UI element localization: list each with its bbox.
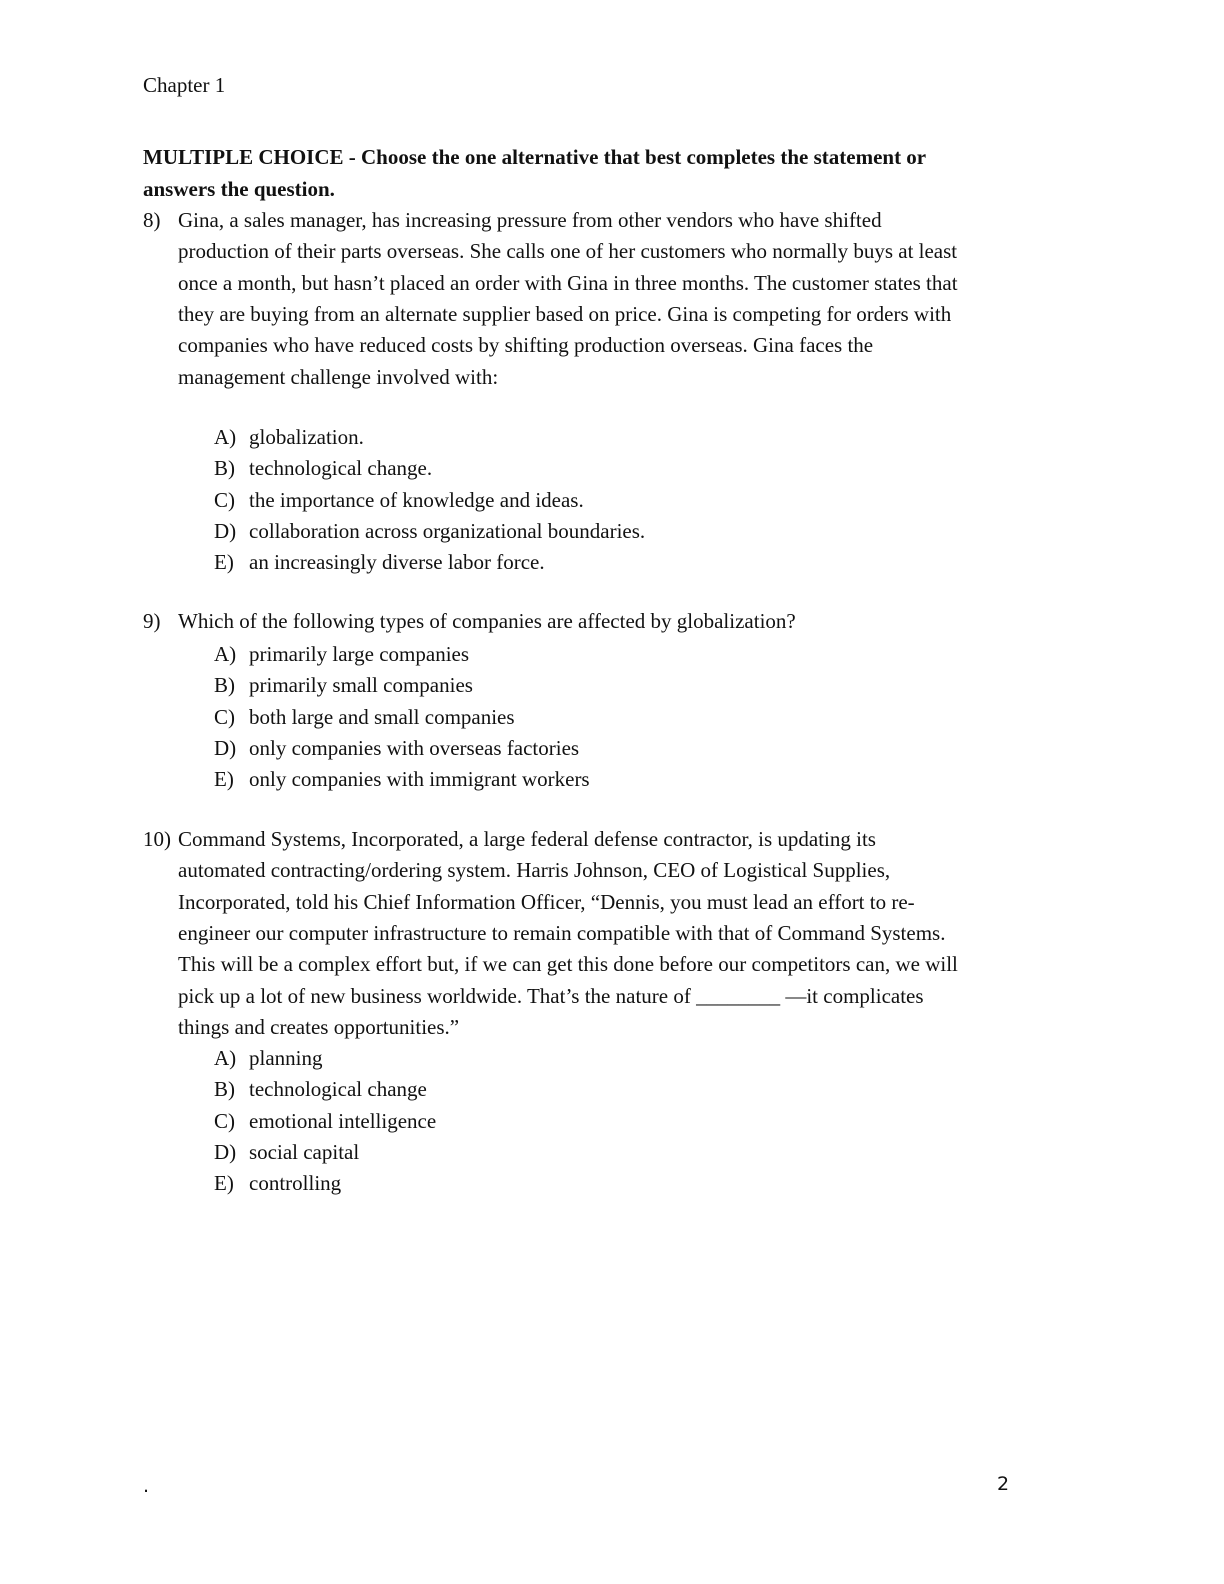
option-letter: A) [214,642,237,666]
question-text: automated contracting/ordering system. Harris Johnson, CEO of Logistical Supplies, [178,858,891,883]
option-text: only companies with immigrant workers [249,767,590,792]
footer-mark: . [143,1475,150,1497]
option-letter: C) [214,487,235,512]
option-text: the importance of knowledge and ideas. [249,487,584,512]
option-text: primarily large companies [249,642,470,666]
option-letter: E) [214,550,234,575]
option-text: both large and small companies [249,704,515,729]
option-text: technological change. [249,456,433,481]
option-text: controlling [249,1171,342,1196]
question-text: once a month, but hasn’t placed an order with Gina in three months. The customer states that [178,270,958,295]
question-text: engineer our computer infrastructure to remain compatible with that of Command Systems. [178,920,946,945]
option-letter: D) [214,518,237,543]
chapter-header: Chapter 1 [143,73,226,97]
option-text: globalization. [249,425,364,449]
question-number: 8) [143,208,161,232]
question-text: Which of the following types of companies are affected by globalization? [178,609,796,633]
question-number: 10) [143,827,171,851]
question-text: Gina, a sales manager, has increasing pressure from other vendors who have shifted [178,208,882,232]
option-text: social capital [249,1139,360,1164]
option-letter: B) [214,1077,235,1102]
question-text: pick up a lot of new business worldwide. That’s the nature of ________ —it complicates [178,983,924,1008]
option-letter: B) [214,456,235,481]
option-text: emotional intelligence [249,1108,437,1133]
option-text: planning [249,1046,323,1070]
option-letter: D) [214,1139,237,1164]
option-text: primarily small companies [249,673,473,698]
question-text: they are buying from an alternate supplier based on price. Gina is competing for orders with [178,301,952,326]
question-text: management challenge involved with: [178,364,499,389]
option-letter: A) [214,1046,237,1070]
page-number: 2 [997,1473,1010,1495]
option-text: technological change [249,1077,427,1102]
section-title: answers the question. [143,176,335,201]
question-text: Command Systems, Incorporated, a large federal defense contractor, is updating its [178,827,876,851]
option-letter: D) [214,735,237,760]
section-title: MULTIPLE CHOICE - Choose the one alternative that best completes the statement or [143,145,927,169]
option-letter: B) [214,673,235,698]
option-text: collaboration across organizational boundaries. [249,518,646,543]
option-letter: E) [214,767,234,792]
option-letter: C) [214,704,235,729]
question-text: Incorporated, told his Chief Information Officer, “Dennis, you must lead an effort to re- [178,889,915,914]
question-text: companies who have reduced costs by shifting production overseas. Gina faces the [178,333,874,358]
option-letter: C) [214,1108,235,1133]
option-letter: A) [214,425,237,449]
question-text: This will be a complex effort but, if we can get this done before our competitors can, we will [178,952,958,977]
question-text: things and creates opportunities.” [178,1014,460,1039]
question-number: 9) [143,609,161,633]
option-text: an increasingly diverse labor force. [249,550,545,575]
option-letter: E) [214,1171,234,1196]
question-text: production of their parts overseas. She calls one of her customers who normally buys at least [178,239,958,264]
option-text: only companies with overseas factories [249,735,580,760]
